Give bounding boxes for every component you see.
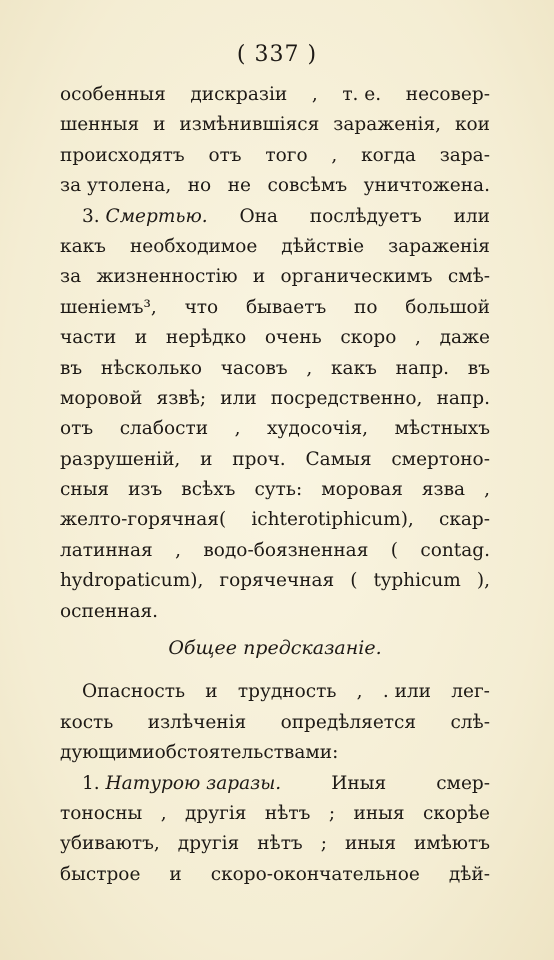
- text-line: [60, 829, 490, 859]
- page-number: ( 337 ): [236, 42, 318, 67]
- word: водо-боязненная: [203, 539, 369, 561]
- word: смер-: [436, 772, 490, 794]
- text-line: [60, 414, 490, 444]
- word: (: [390, 539, 398, 561]
- section-heading: [60, 633, 490, 663]
- word: оспенная.: [60, 600, 159, 622]
- word: моровой: [60, 387, 143, 409]
- word: и: [134, 327, 148, 349]
- text-line: [60, 475, 490, 505]
- text-line: [60, 677, 490, 707]
- word: смѣ-: [447, 266, 490, 288]
- word: когда: [361, 144, 416, 166]
- text-line: [60, 860, 490, 890]
- word: ,: [331, 144, 338, 166]
- word: нѣтъ: [257, 833, 303, 855]
- word: дѣйствіе: [281, 235, 365, 257]
- text-line: [60, 202, 490, 232]
- word: въ: [60, 357, 83, 379]
- word: ;: [320, 833, 327, 855]
- text-line: [60, 738, 490, 768]
- word: (: [350, 570, 358, 592]
- word: нѣтъ: [264, 802, 311, 824]
- word: часовъ: [220, 357, 288, 379]
- word: шенныя: [60, 114, 140, 136]
- word: скоро-окончательное: [210, 863, 420, 885]
- word: или: [453, 205, 490, 227]
- word: ),: [476, 570, 490, 592]
- word: ;: [328, 802, 336, 824]
- word: кои: [454, 114, 490, 136]
- word: :: [332, 742, 339, 764]
- word: скорѣе: [422, 802, 490, 824]
- word: не: [227, 175, 251, 197]
- word: латинная: [60, 539, 153, 561]
- word: проч.: [232, 448, 286, 470]
- word: уничтожена.: [363, 175, 490, 197]
- word: и: [205, 681, 218, 703]
- word: зараженія: [388, 235, 490, 257]
- word: разрушеній,: [60, 448, 181, 470]
- word: ,: [356, 681, 363, 703]
- word: быстрое: [60, 863, 141, 885]
- word: и: [169, 863, 182, 885]
- word: посредственно,: [270, 387, 423, 409]
- word: части: [60, 327, 117, 349]
- text-line: [60, 354, 490, 384]
- word: за утолена,: [60, 175, 172, 197]
- word: того: [265, 144, 308, 166]
- word: какъ: [60, 235, 106, 257]
- word: 3. Смертью.: [82, 205, 208, 227]
- word: нѣсколько: [100, 357, 202, 379]
- word: ,: [484, 479, 490, 501]
- text-line: [60, 566, 490, 596]
- word: Она: [239, 205, 278, 227]
- word: скар-: [438, 509, 490, 531]
- word: язвѣ;: [156, 387, 207, 409]
- word: или: [220, 387, 257, 409]
- word: происходятъ: [60, 144, 185, 166]
- word: желто-горячная(: [60, 509, 227, 531]
- word: нерѣдко: [165, 327, 247, 349]
- text-line: [60, 505, 490, 535]
- text-line: [60, 262, 490, 292]
- word: иныя: [353, 802, 405, 824]
- word: дѣй-: [448, 863, 490, 885]
- word: ,: [175, 539, 181, 561]
- word: ,: [160, 802, 167, 824]
- word: hydropaticum),: [60, 570, 204, 592]
- word: измѣнившіяся: [179, 114, 320, 136]
- word: бываетъ: [245, 296, 327, 318]
- word: большой: [405, 296, 490, 318]
- word: опредѣляется: [280, 711, 417, 733]
- word: лег-: [451, 681, 490, 703]
- text-line: [60, 708, 490, 738]
- word: и: [153, 114, 166, 136]
- word: кость: [60, 711, 114, 733]
- word: жизненностію: [96, 266, 238, 288]
- word: шеніемъ³,: [60, 296, 157, 318]
- word: typhicum: [373, 570, 461, 592]
- word: иныя: [344, 833, 396, 855]
- word: но: [187, 175, 212, 197]
- word: отъ: [60, 418, 94, 440]
- word: что: [184, 296, 219, 318]
- word: отъ: [208, 144, 242, 166]
- text-line: [60, 536, 490, 566]
- text-line: [60, 384, 490, 414]
- word: напр.: [395, 357, 450, 379]
- word: очень: [264, 327, 322, 349]
- word: даже: [439, 327, 490, 349]
- text-line: [60, 171, 490, 201]
- word: зара-: [439, 144, 490, 166]
- word: ,: [234, 418, 241, 440]
- word: необходимое: [129, 235, 258, 257]
- word: излѣченія: [147, 711, 247, 733]
- word: язва: [421, 479, 466, 501]
- word: обстоятельствами: [154, 742, 333, 764]
- word: и: [200, 448, 213, 470]
- word: всѣхъ: [181, 479, 236, 501]
- text-line: [60, 445, 490, 475]
- word: слѣ-: [450, 711, 490, 733]
- word: Опасность: [82, 681, 186, 703]
- word: скоро: [340, 327, 397, 349]
- word: худосочія,: [267, 418, 369, 440]
- text-line: [60, 597, 490, 627]
- word: ,: [415, 327, 421, 349]
- word: ,: [311, 84, 318, 105]
- text-line: [60, 293, 490, 323]
- paragraph-block-2: [60, 677, 490, 890]
- text-line: [60, 769, 490, 799]
- word: за: [60, 266, 82, 288]
- word: горячечная: [219, 570, 335, 592]
- word: особенныя: [60, 84, 166, 105]
- word: по: [353, 296, 378, 318]
- word: другія: [185, 802, 247, 824]
- word: дискразіи: [190, 84, 288, 105]
- word: имѣютъ: [414, 833, 490, 855]
- word: мѣстныхъ: [394, 418, 490, 440]
- text-line: [60, 799, 490, 829]
- text-line: [60, 232, 490, 262]
- text-line: [60, 141, 490, 171]
- word: какъ: [330, 357, 377, 379]
- text-line: [60, 323, 490, 353]
- word: суть:: [254, 479, 303, 501]
- word: несовер-: [405, 84, 490, 105]
- word: Иныя: [331, 772, 387, 794]
- word: смертоно-: [391, 448, 490, 470]
- word: тоносны: [60, 802, 143, 824]
- word: дующими: [60, 742, 155, 764]
- word: послѣдуетъ: [309, 205, 422, 227]
- word: ,: [306, 357, 313, 379]
- paragraph-block-1: [60, 80, 490, 627]
- word: органическимъ: [280, 266, 433, 288]
- text-line: [60, 110, 490, 140]
- word: слабости: [119, 418, 209, 440]
- word: ichterotiphicum),: [251, 509, 414, 531]
- word: 1. Натурою заразы.: [82, 772, 282, 794]
- word: . или: [382, 681, 432, 703]
- word: зараженія,: [333, 114, 441, 136]
- word: трудность: [237, 681, 337, 703]
- word: Самыя: [305, 448, 372, 470]
- page-text: [60, 80, 490, 890]
- word: въ: [467, 357, 490, 379]
- word: напр.: [436, 387, 490, 409]
- word: contag.: [420, 539, 490, 561]
- word: совсѣмъ: [267, 175, 348, 197]
- word: изъ: [128, 479, 163, 501]
- word: другія: [177, 833, 240, 855]
- word: и: [252, 266, 266, 288]
- section-heading-text: Общее предсказаніе.: [168, 637, 382, 660]
- text-line: [60, 80, 490, 110]
- word: убиваютъ,: [60, 833, 160, 855]
- word: сныя: [60, 479, 110, 501]
- word: моровая: [321, 479, 403, 501]
- word: т. е.: [342, 84, 382, 105]
